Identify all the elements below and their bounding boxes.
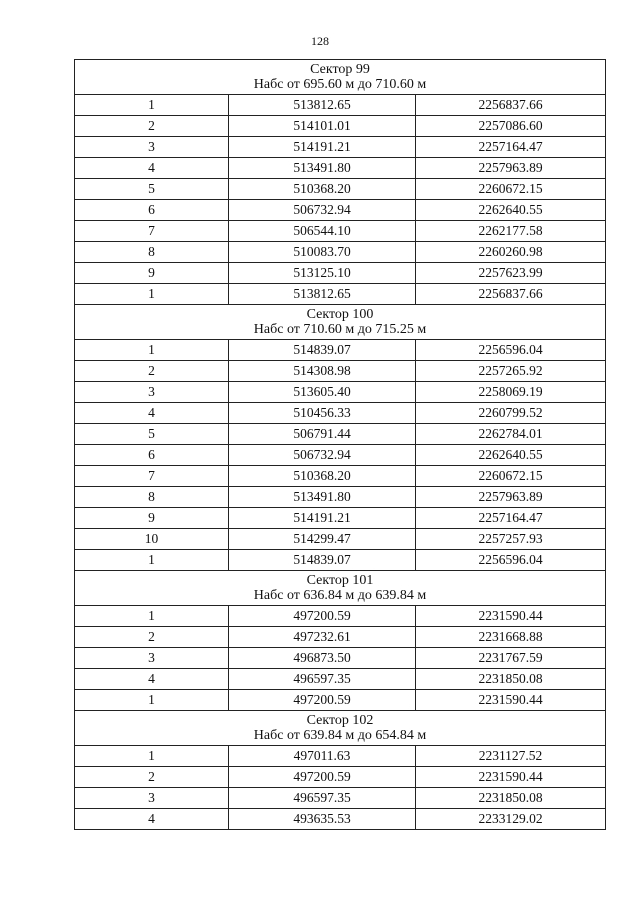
- y-coordinate-cell: 2257164.47: [416, 137, 606, 158]
- y-coordinate-cell: 2257164.47: [416, 508, 606, 529]
- x-coordinate-cell: 506544.10: [229, 221, 416, 242]
- y-coordinate-cell: 2256837.66: [416, 95, 606, 116]
- point-number-cell: 1: [75, 690, 229, 711]
- table-row: [75, 263, 606, 284]
- y-coordinate-cell: 2257963.89: [416, 158, 606, 179]
- point-number-cell: 5: [75, 424, 229, 445]
- table-row: [75, 466, 606, 487]
- x-coordinate-cell: 497200.59: [229, 767, 416, 788]
- point-number-cell: 1: [75, 284, 229, 305]
- y-coordinate-cell: 2256596.04: [416, 550, 606, 571]
- table-row: [75, 242, 606, 263]
- x-coordinate-cell: 513491.80: [229, 158, 416, 179]
- point-number-cell: 3: [75, 382, 229, 403]
- sector-elevation-range: Набс от 636.84 м до 639.84 м: [253, 588, 427, 603]
- point-number-cell: 8: [75, 242, 229, 263]
- table-row: [75, 550, 606, 571]
- table-row: [75, 690, 606, 711]
- point-number-cell: 2: [75, 116, 229, 137]
- sector-title: Сектор 99: [310, 62, 370, 77]
- x-coordinate-cell: 497200.59: [229, 690, 416, 711]
- y-coordinate-cell: 2231590.44: [416, 606, 606, 627]
- table-row: [75, 508, 606, 529]
- y-coordinate-cell: 2257086.60: [416, 116, 606, 137]
- point-number-cell: 4: [75, 158, 229, 179]
- x-coordinate-cell: 514299.47: [229, 529, 416, 550]
- table-row: [75, 137, 606, 158]
- y-coordinate-cell: 2233129.02: [416, 809, 606, 830]
- point-number-cell: 9: [75, 508, 229, 529]
- y-coordinate-cell: 2257963.89: [416, 487, 606, 508]
- point-number-cell: 9: [75, 263, 229, 284]
- point-number-cell: 4: [75, 669, 229, 690]
- point-number-cell: 7: [75, 466, 229, 487]
- y-coordinate-cell: 2231590.44: [416, 767, 606, 788]
- y-coordinate-cell: 2256596.04: [416, 340, 606, 361]
- table-row: [75, 284, 606, 305]
- point-number-cell: 1: [75, 606, 229, 627]
- sector-header: [75, 60, 606, 95]
- x-coordinate-cell: 510083.70: [229, 242, 416, 263]
- y-coordinate-cell: 2260672.15: [416, 179, 606, 200]
- y-coordinate-cell: 2231767.59: [416, 648, 606, 669]
- x-coordinate-cell: 497232.61: [229, 627, 416, 648]
- table-row: [75, 200, 606, 221]
- x-coordinate-cell: 510368.20: [229, 466, 416, 487]
- table-row: [75, 403, 606, 424]
- y-coordinate-cell: 2257265.92: [416, 361, 606, 382]
- table-row: [75, 669, 606, 690]
- y-coordinate-cell: 2231668.88: [416, 627, 606, 648]
- table-row: [75, 221, 606, 242]
- x-coordinate-cell: 496873.50: [229, 648, 416, 669]
- y-coordinate-cell: 2262784.01: [416, 424, 606, 445]
- point-number-cell: 2: [75, 361, 229, 382]
- table-row: [75, 529, 606, 550]
- table-row: [75, 116, 606, 137]
- table-row: [75, 487, 606, 508]
- x-coordinate-cell: 506791.44: [229, 424, 416, 445]
- x-coordinate-cell: 506732.94: [229, 445, 416, 466]
- x-coordinate-cell: 510368.20: [229, 179, 416, 200]
- table-row: [75, 648, 606, 669]
- table-row: [75, 340, 606, 361]
- x-coordinate-cell: 514101.01: [229, 116, 416, 137]
- sector-title: Сектор 102: [306, 713, 374, 728]
- table-row: [75, 424, 606, 445]
- y-coordinate-cell: 2257257.93: [416, 529, 606, 550]
- x-coordinate-cell: 514308.98: [229, 361, 416, 382]
- table-row: [75, 606, 606, 627]
- y-coordinate-cell: 2231850.08: [416, 669, 606, 690]
- x-coordinate-cell: 514191.21: [229, 137, 416, 158]
- x-coordinate-cell: 496597.35: [229, 788, 416, 809]
- table-row: [75, 361, 606, 382]
- sector-header: [75, 571, 606, 606]
- x-coordinate-cell: 496597.35: [229, 669, 416, 690]
- y-coordinate-cell: 2262640.55: [416, 445, 606, 466]
- point-number-cell: 2: [75, 627, 229, 648]
- y-coordinate-cell: 2231590.44: [416, 690, 606, 711]
- y-coordinate-cell: 2257623.99: [416, 263, 606, 284]
- table-row: [75, 445, 606, 466]
- sector-elevation-range: Набс от 639.84 м до 654.84 м: [253, 728, 427, 743]
- table-row: [75, 382, 606, 403]
- point-number-cell: 1: [75, 746, 229, 767]
- point-number-cell: 8: [75, 487, 229, 508]
- point-number-cell: 1: [75, 550, 229, 571]
- point-number-cell: 4: [75, 809, 229, 830]
- page-number: 128: [311, 34, 329, 48]
- table-row: [75, 158, 606, 179]
- coordinates-table: [74, 59, 606, 830]
- x-coordinate-cell: 513491.80: [229, 487, 416, 508]
- sector-header-row: [75, 711, 606, 746]
- sector-header-row: [75, 571, 606, 606]
- y-coordinate-cell: 2231127.52: [416, 746, 606, 767]
- point-number-cell: 1: [75, 340, 229, 361]
- point-number-cell: 3: [75, 137, 229, 158]
- sector-title: Сектор 101: [306, 573, 374, 588]
- x-coordinate-cell: 506732.94: [229, 200, 416, 221]
- sector-elevation-range: Набс от 710.60 м до 715.25 м: [253, 322, 427, 337]
- x-coordinate-cell: 514839.07: [229, 340, 416, 361]
- x-coordinate-cell: 510456.33: [229, 403, 416, 424]
- y-coordinate-cell: 2256837.66: [416, 284, 606, 305]
- point-number-cell: 7: [75, 221, 229, 242]
- table-row: [75, 179, 606, 200]
- x-coordinate-cell: 514839.07: [229, 550, 416, 571]
- y-coordinate-cell: 2262640.55: [416, 200, 606, 221]
- x-coordinate-cell: 513812.65: [229, 284, 416, 305]
- point-number-cell: 2: [75, 767, 229, 788]
- sector-elevation-range: Набс от 695.60 м до 710.60 м: [253, 77, 427, 92]
- sector-title: Сектор 100: [306, 307, 374, 322]
- x-coordinate-cell: 497200.59: [229, 606, 416, 627]
- point-number-cell: 3: [75, 648, 229, 669]
- x-coordinate-cell: 513605.40: [229, 382, 416, 403]
- x-coordinate-cell: 513812.65: [229, 95, 416, 116]
- x-coordinate-cell: 497011.63: [229, 746, 416, 767]
- point-number-cell: 5: [75, 179, 229, 200]
- point-number-cell: 10: [75, 529, 229, 550]
- y-coordinate-cell: 2262177.58: [416, 221, 606, 242]
- table-row: [75, 809, 606, 830]
- sector-header-row: [75, 60, 606, 95]
- y-coordinate-cell: 2260260.98: [416, 242, 606, 263]
- table-row: [75, 95, 606, 116]
- point-number-cell: 1: [75, 95, 229, 116]
- point-number-cell: 6: [75, 445, 229, 466]
- point-number-cell: 3: [75, 788, 229, 809]
- x-coordinate-cell: 514191.21: [229, 508, 416, 529]
- table-row: [75, 767, 606, 788]
- x-coordinate-cell: 493635.53: [229, 809, 416, 830]
- y-coordinate-cell: 2260672.15: [416, 466, 606, 487]
- sector-header: [75, 305, 606, 340]
- y-coordinate-cell: 2231850.08: [416, 788, 606, 809]
- y-coordinate-cell: 2258069.19: [416, 382, 606, 403]
- point-number-cell: 4: [75, 403, 229, 424]
- table-row: [75, 788, 606, 809]
- y-coordinate-cell: 2260799.52: [416, 403, 606, 424]
- sector-header: [75, 711, 606, 746]
- x-coordinate-cell: 513125.10: [229, 263, 416, 284]
- table-row: [75, 746, 606, 767]
- sector-header-row: [75, 305, 606, 340]
- point-number-cell: 6: [75, 200, 229, 221]
- table-row: [75, 627, 606, 648]
